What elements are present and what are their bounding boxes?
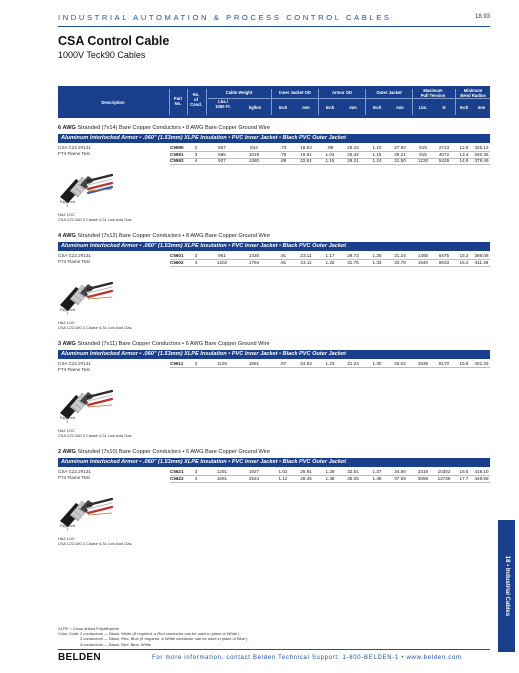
standard-label: CSA C22.2#131: [58, 253, 91, 258]
table-cell: 14.9: [459, 158, 469, 163]
col-divider: [169, 89, 170, 115]
conductor-spec: Stranded (7x14) Bare Copper Conductors • 8 AWG Bare Copper Ground Wire: [75, 125, 271, 131]
cable-illustration: [58, 374, 114, 434]
awg-size: 4 AWG: [58, 233, 76, 239]
standard-label: FT4 Flame Test: [58, 474, 90, 480]
table-cell: 2316: [417, 469, 429, 474]
table-cell: 1681: [248, 361, 260, 366]
standard-label: CSA C22.2#131: [58, 361, 91, 366]
table-cell: .97: [279, 361, 287, 366]
table-cell: 24.64: [300, 361, 312, 366]
table-cell: 927: [218, 158, 226, 163]
table-cell: 915: [419, 151, 427, 157]
table-cell: 1.30: [372, 361, 382, 366]
col-divider: [318, 89, 319, 115]
standard-label: FT4 Flame Test: [58, 258, 90, 264]
table-cell: 1380: [248, 158, 260, 163]
table-cell: 1.28: [325, 469, 335, 474]
table-cell: 3: [194, 361, 198, 366]
table-cell: 340.36: [474, 151, 489, 157]
table-cell: 1.48: [372, 475, 382, 481]
compliance-note: CSA C22.2#0.3 Clause 4.31 Low Acid Gas: [58, 541, 132, 546]
color-code-4: 4 conductors — Black, Red, Blue, White: [80, 641, 152, 647]
compliance-note: HAZ LOC: [58, 212, 75, 217]
rip-cord-label: Rip Cord: [60, 308, 75, 312]
table-cell: 27.94: [394, 145, 406, 150]
table-cell: 2713: [438, 145, 450, 150]
table-cell: 17.7: [459, 475, 469, 481]
col-weight: Cable Weight: [225, 90, 253, 95]
table-cell: 8170: [438, 361, 450, 366]
table-cell: 1927: [248, 469, 260, 474]
table-cell: 23.11: [300, 259, 312, 265]
section-1: [58, 125, 490, 225]
table-cell: .73: [279, 145, 287, 150]
table-cell: 13736: [437, 475, 451, 481]
section-heading: [58, 125, 270, 131]
table-cell: 6475: [438, 253, 450, 258]
color-code-label: Color Code:: [58, 631, 80, 637]
table-cell: 411.48: [474, 259, 489, 265]
table-cell: 32.51: [347, 469, 359, 474]
table-cell: 19.81: [300, 151, 312, 157]
table-cell: 1430: [248, 253, 260, 258]
table-cell: 1455: [417, 253, 429, 258]
table-cell: 1.15: [325, 158, 335, 163]
table-cell: 1291: [216, 469, 228, 474]
table-cell: 8633: [438, 259, 450, 265]
table-cell: 1.38: [325, 475, 335, 481]
bend-inch: Inch: [459, 105, 469, 110]
page-title: CSA Control Cable: [58, 34, 170, 48]
column-header: [58, 86, 490, 118]
section-heading: [58, 449, 270, 455]
table-cell: 1202: [216, 259, 228, 265]
rip-cord-label: Rip Cord: [60, 524, 75, 528]
conductor-spec: Stranded (7x12) Bare Copper Conductors • 8 AWG Bare Copper Ground Wire: [75, 233, 271, 239]
table-cell: 1.02: [278, 469, 288, 474]
armor-inch: Inch: [325, 105, 335, 110]
table-cell: 844: [250, 145, 258, 150]
table-cell: 1220: [417, 158, 429, 163]
table-cell: 25.15: [347, 145, 359, 150]
table-cell: 22.61: [300, 158, 312, 163]
table-cell: 1836: [417, 361, 429, 366]
col-divider: [412, 89, 413, 115]
table-cell: 449.58: [474, 475, 489, 481]
color-code-3: 3 conductors — Black, Red, Blue (If required, a White conductor can be used in place of Blue.): [80, 636, 248, 642]
ground-wire: [88, 405, 112, 407]
construction-band: Aluminum Interlocked Armor • .060" (1.53mm) XLPE Insulation • PVC Inner Jacket • Black PVC Outer Jacket: [58, 458, 490, 467]
part-number: C5621: [170, 469, 184, 474]
ground-wire: [88, 297, 112, 299]
construction-band: Aluminum Interlocked Armor • .060" (1.53mm) XLPE Insulation • PVC Inner Jacket • Black PVC Outer Jacket: [58, 134, 490, 143]
standard-label: CSA C22.2#131: [58, 469, 91, 474]
table-cell: 1.15: [372, 151, 382, 157]
section-4: [58, 449, 490, 549]
table-cell: 1794: [248, 259, 260, 265]
table-cell: 29.21: [347, 158, 359, 163]
table-cell: 325.12: [474, 145, 489, 150]
cable-illustration: [58, 158, 114, 218]
tension-lbs: Lbs.: [418, 105, 428, 110]
table-cell: 29.72: [347, 253, 359, 258]
compliance-note: CSA C22.2#0.3 Clause 4.31 Low Acid Gas: [58, 325, 132, 330]
inner-inch: Inch: [278, 105, 288, 110]
table-cell: 2: [194, 145, 198, 150]
table-cell: 1.12: [278, 475, 288, 481]
table-cell: 1940: [417, 259, 429, 265]
tension-n: N: [442, 105, 446, 110]
table-cell: 378.46: [474, 158, 489, 163]
armor-mm: mm: [349, 105, 357, 110]
table-cell: 37.59: [394, 475, 406, 481]
table-cell: 1019: [248, 151, 260, 157]
col-armor: Armor OD: [331, 90, 352, 95]
table-cell: 18.54: [300, 145, 312, 150]
table-cell: 5429: [438, 158, 450, 163]
part-number: C5591: [170, 151, 184, 157]
col-divider: [206, 89, 207, 115]
page-subtitle: 1000V Teck90 Cables: [58, 50, 146, 60]
awg-size: 3 AWG: [58, 341, 76, 347]
table-cell: 16.5: [459, 469, 469, 474]
xlpe-note: XLPE = Cross-linked Polyethylene: [58, 626, 120, 631]
table-cell: 33.02: [394, 361, 406, 366]
col-divider: [365, 89, 366, 115]
table-cell: 1.25: [372, 253, 382, 258]
standard-label: CSA C22.2#131: [58, 145, 91, 150]
construction-band: Aluminum Interlocked Armor • .060" (1.53mm) XLPE Insulation • PVC Inner Jacket • Black PVC Outer Jacket: [58, 350, 490, 359]
conductor-spec: Stranded (7x11) Bare Copper Conductors • 6 AWG Bare Copper Ground Wire: [75, 341, 270, 347]
table-cell: 1.10: [372, 145, 382, 150]
table-cell: 3088: [417, 475, 429, 481]
compliance-note: HAZ LOC: [58, 320, 75, 325]
outer-inch: Inch: [372, 105, 382, 110]
table-cell: 3: [194, 253, 198, 258]
table-cell: 15.8: [459, 361, 469, 366]
col-part: Part No.: [173, 96, 183, 106]
table-cell: 25.91: [300, 469, 312, 474]
table-cell: 386.08: [474, 253, 489, 258]
rip-cord-label: Rip Cord: [60, 416, 75, 420]
part-number: C5601: [170, 253, 184, 258]
table-cell: 28.45: [300, 475, 312, 481]
col-divider: [187, 89, 188, 115]
table-cell: 1126: [217, 361, 227, 366]
table-cell: 685: [218, 151, 226, 157]
col-weight-lbs: Lbs./ 1000 Ft.: [215, 99, 231, 109]
footer-rule: [58, 649, 490, 650]
table-cell: 1.17: [325, 253, 335, 258]
page-header: [58, 13, 490, 25]
section-heading: [58, 233, 270, 239]
table-cell: .91: [279, 259, 287, 265]
compliance-note: CSA C22.2#0.3 Clause 4.31 Low Acid Gas: [58, 433, 132, 438]
table-cell: .91: [279, 253, 287, 258]
col-tension: Maximum Pull Tension: [420, 88, 446, 98]
inner-mm: mm: [302, 105, 310, 110]
compliance-note: CSA C22.2#0.3 Clause 4.31 Low Acid Gas: [58, 217, 132, 222]
table-cell: 1.37: [372, 469, 382, 474]
part-number: C5602: [170, 259, 184, 265]
compliance-note: HAZ LOC: [58, 536, 75, 541]
awg-size: 6 AWG: [58, 125, 76, 131]
construction-band: Aluminum Interlocked Armor • .060" (1.53mm) XLPE Insulation • PVC Inner Jacket • Black PVC Outer Jacket: [58, 242, 490, 251]
section-2: [58, 233, 490, 333]
ground-wire: [88, 513, 112, 515]
table-cell: 34.80: [394, 469, 406, 474]
table-cell: 4: [194, 158, 198, 163]
col-weight-kg: kg/km: [248, 105, 262, 110]
col-cond: No. of Cond.: [190, 92, 202, 107]
cable-illustration: [58, 482, 114, 542]
table-cell: 1.04: [325, 151, 335, 157]
table-cell: .78: [279, 151, 287, 157]
table-cell: 1.33: [372, 259, 382, 265]
table-cell: 31.24: [347, 361, 359, 366]
part-number: C5592: [170, 158, 184, 163]
page-number: 18.93: [474, 14, 490, 20]
table-cell: 31.24: [394, 253, 406, 258]
color-code-2: 2 conductors — Black, White (If required, a Red conductor can be used in place of White.): [80, 631, 240, 637]
section-3: [58, 341, 490, 441]
col-divider: [271, 89, 272, 115]
table-cell: .89: [279, 158, 287, 163]
table-cell: 567: [218, 145, 226, 150]
table-cell: 33.78: [394, 259, 406, 265]
table-cell: 35.05: [347, 475, 359, 481]
table-cell: 29.21: [394, 151, 406, 157]
col-inner: Inner Jacket OD: [279, 90, 311, 95]
col-bend: Minimum Bend Radius: [460, 88, 486, 98]
table-cell: 15.2: [459, 253, 469, 258]
standard-label: FT4 Flame Test: [58, 366, 90, 372]
table-cell: 1.23: [325, 361, 335, 366]
table-cell: 16.2: [459, 259, 469, 265]
col-outer: Outer Jacket: [376, 90, 402, 95]
col-subdivider: [208, 98, 490, 99]
table-cell: 4: [194, 475, 198, 481]
outer-mm: mm: [396, 105, 404, 110]
conductor-spec: Stranded (7x10) Bare Copper Conductors • 6 AWG Bare Copper Ground Wire: [75, 449, 271, 455]
table-cell: 2524: [248, 475, 260, 481]
table-cell: 1.25: [325, 259, 335, 265]
col-divider: [455, 89, 456, 115]
header-title: INDUSTRIAL AUTOMATION & PROCESS CONTROL CABLES: [58, 13, 392, 22]
legend: [58, 626, 247, 647]
table-cell: 10302: [437, 469, 451, 474]
belden-logo: BELDEN: [58, 652, 101, 663]
table-cell: 419.10: [474, 469, 489, 474]
table-cell: 401.32: [474, 361, 489, 366]
table-cell: 4072: [438, 151, 450, 157]
table-cell: 12.8: [459, 145, 469, 150]
table-cell: 610: [419, 145, 427, 150]
section-heading: [58, 341, 270, 347]
side-tab-label: 18 • Industrial Cables: [503, 555, 510, 617]
table-cell: 31.75: [347, 259, 359, 265]
table-cell: .99: [326, 145, 334, 150]
rip-cord-label: Rip Cord: [60, 200, 75, 204]
compliance-note: HAZ LOC: [58, 428, 75, 433]
part-number: C5590: [170, 145, 184, 150]
awg-size: 2 AWG: [58, 449, 76, 455]
table-cell: 1691: [216, 475, 228, 481]
header-rule: [58, 26, 490, 27]
side-tab: [498, 520, 515, 652]
table-cell: 31.50: [394, 158, 406, 163]
table-cell: 3: [194, 469, 198, 474]
table-cell: 4: [194, 259, 198, 265]
table-cell: 23.11: [300, 253, 312, 258]
table-cell: 3: [194, 151, 198, 157]
table-cell: 1.24: [372, 158, 382, 163]
cable-illustration: [58, 266, 114, 326]
bend-mm: mm: [477, 105, 486, 110]
table-cell: 961: [218, 253, 226, 258]
col-description: Description: [101, 100, 125, 105]
part-number: C5611: [170, 361, 184, 366]
table-cell: 13.4: [459, 151, 469, 157]
footer-contact: For more information, contact Belden Technical Support: 1-800-BELDEN-1 • www.belden.com: [152, 655, 462, 661]
table-cell: 26.42: [347, 151, 359, 157]
standard-label: FT4 Flame Test: [58, 150, 90, 156]
part-number: C5622: [170, 475, 184, 481]
